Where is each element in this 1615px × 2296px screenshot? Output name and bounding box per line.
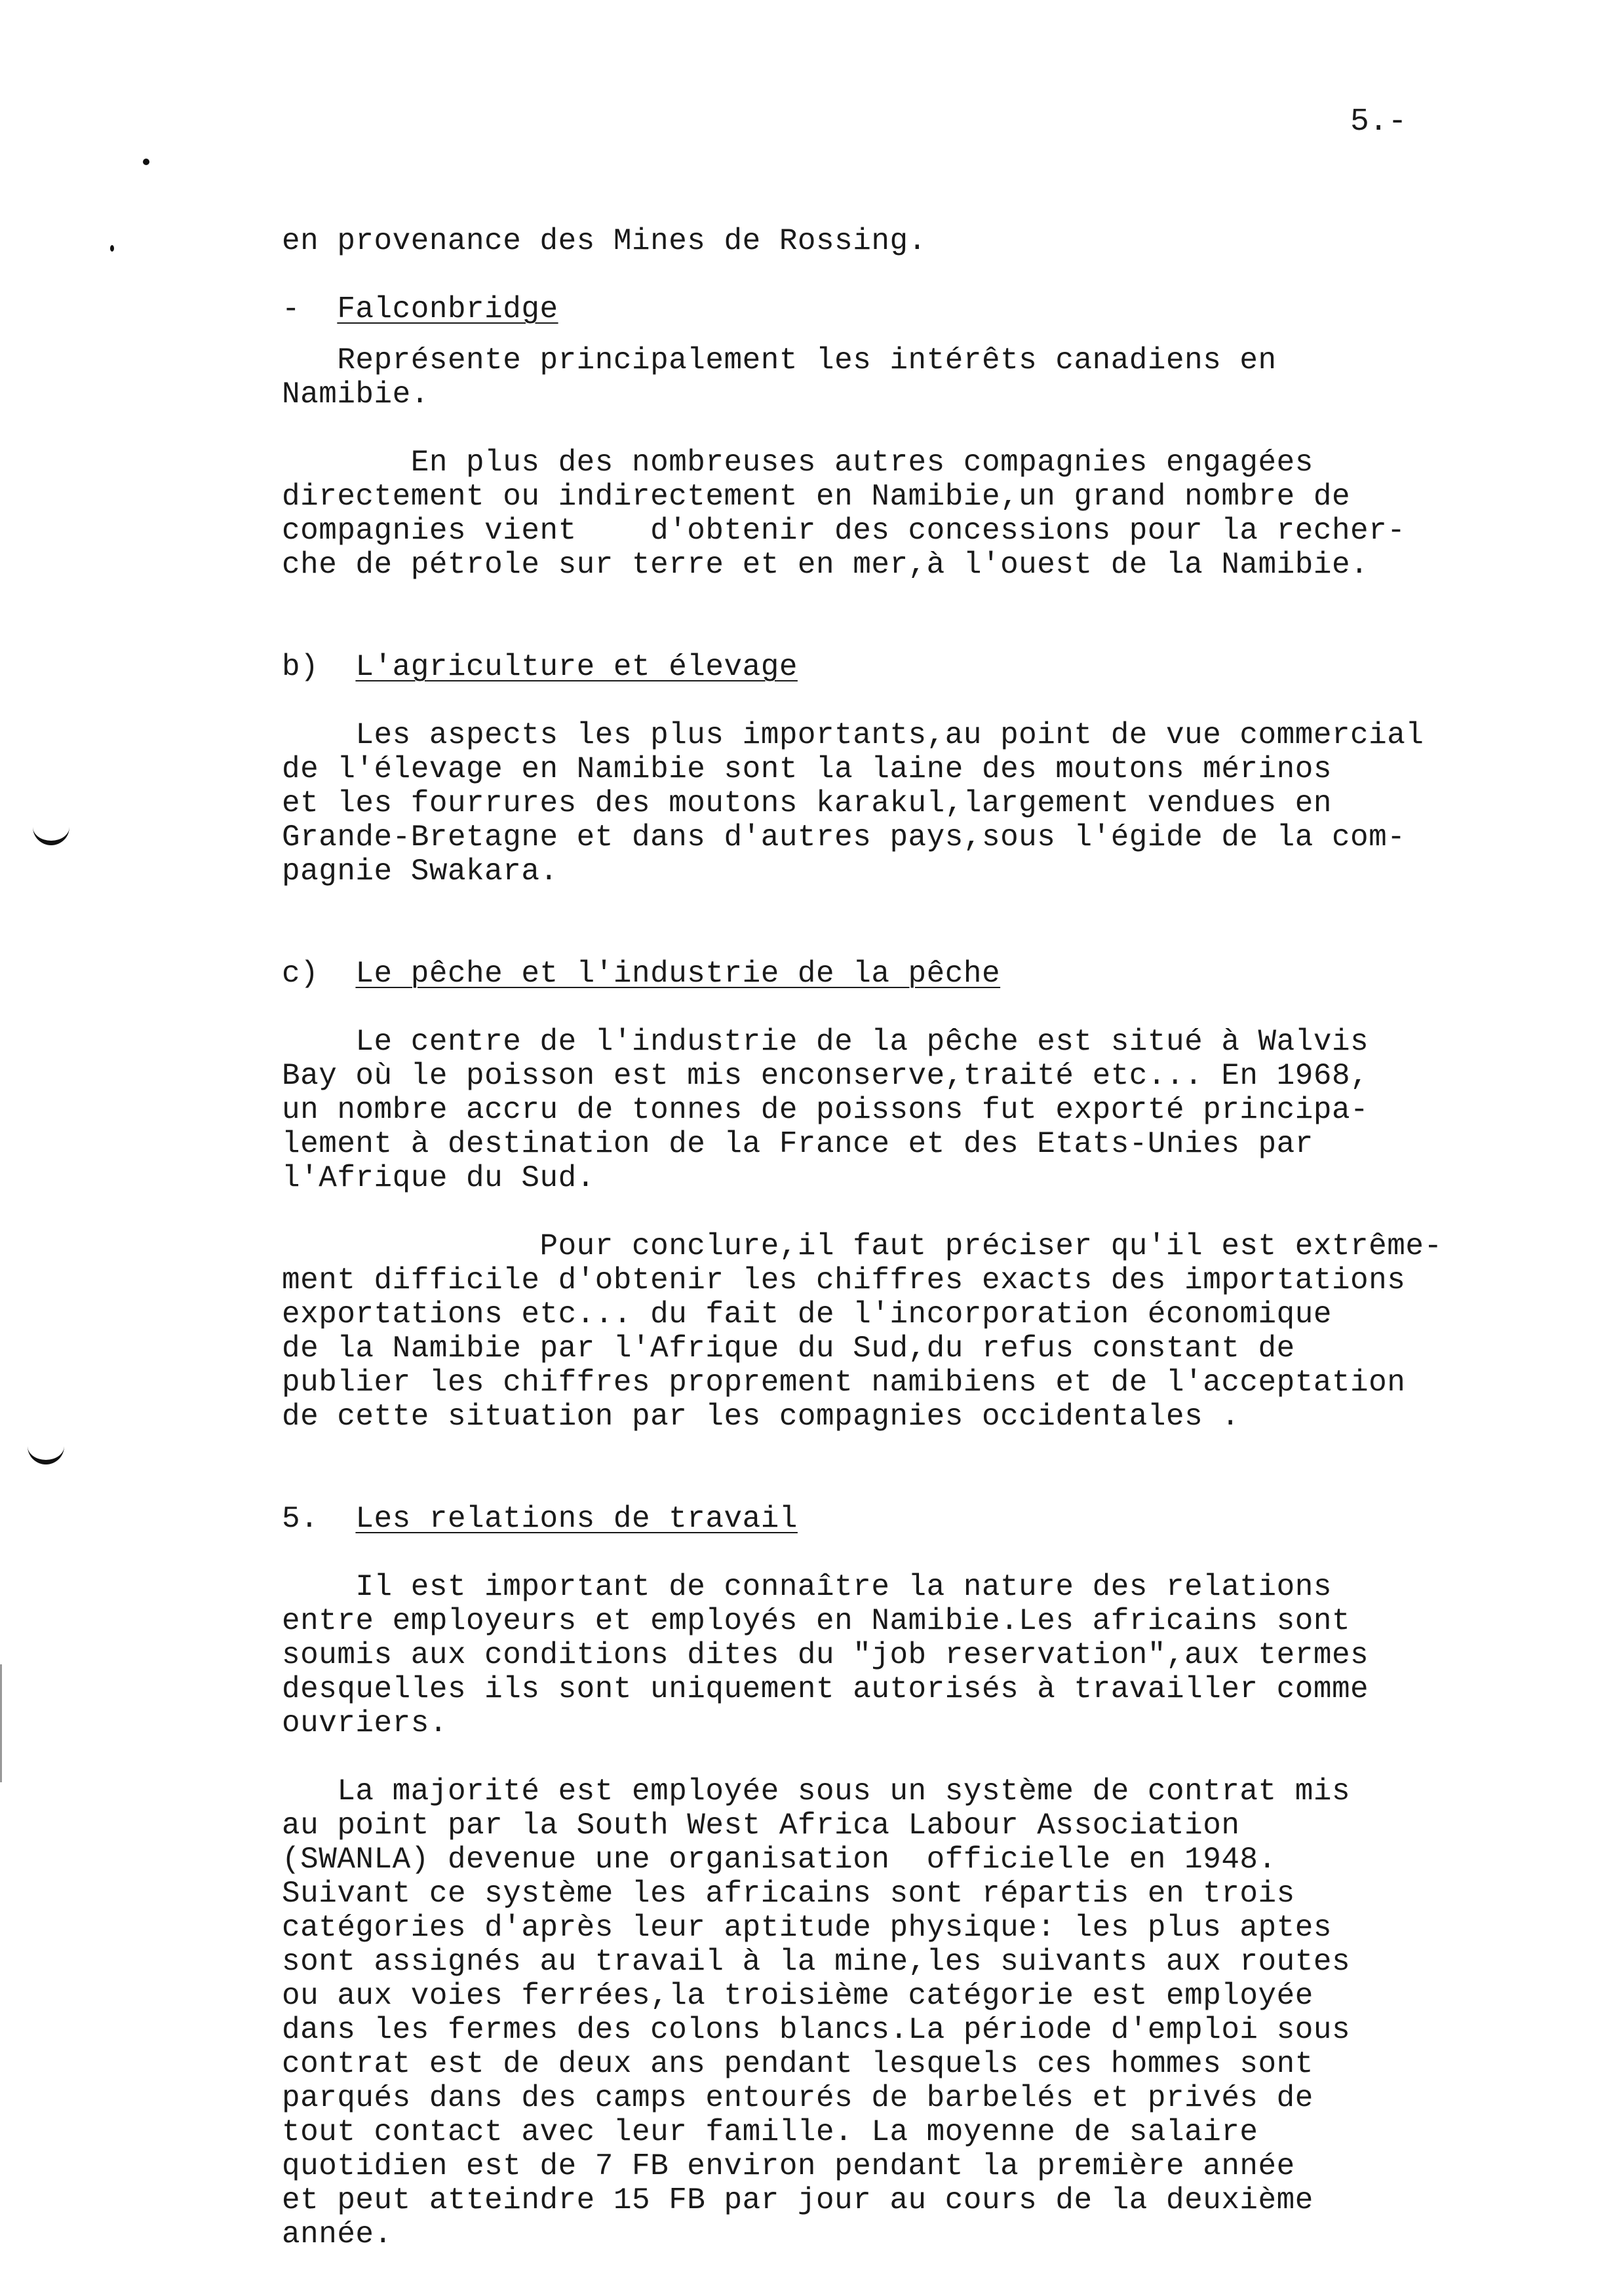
text-line: che de pétrole sur terre et en mer,à l'ouest de la Namibie. <box>282 548 1369 582</box>
paragraph-gap <box>282 991 1527 1025</box>
heading-title: Le pêche et l'industrie de la pêche <box>355 957 1001 991</box>
text-line: catégories d'après leur aptitude physique: les plus aptes <box>282 1911 1332 1945</box>
heading-title: Falconbridge <box>337 292 558 326</box>
text-line: Les aspects les plus importants,au point de vue commercial <box>282 718 1424 752</box>
text-line: (SWANLA) devenue une organisation officielle en 1948. <box>282 1843 1277 1877</box>
text-line: lement à destination de la France et des Etats-Unies par <box>282 1127 1313 1161</box>
text-line: de l'élevage en Namibie sont la laine des moutons mérinos <box>282 752 1332 786</box>
heading-marker: c) <box>282 957 356 991</box>
section-heading <box>282 957 1527 991</box>
text-line: Suivant ce système les africains sont répartis en trois <box>282 1877 1295 1911</box>
heading-title: Les relations de travail <box>355 1502 798 1536</box>
text-line: et les fourrures des moutons karakul,largement vendues en <box>282 786 1332 820</box>
text-line: l'Afrique du Sud. <box>282 1161 595 1195</box>
text-line: pagnie Swakara. <box>282 854 558 889</box>
text-line: ment difficile d'obtenir les chiffres exacts des importations <box>282 1263 1406 1297</box>
text-line: un nombre accru de tonnes de poissons fut exporté principa- <box>282 1093 1369 1127</box>
section-heading <box>282 650 1527 684</box>
text-line: soumis aux conditions dites du "job reservation",aux termes <box>282 1638 1369 1672</box>
text-line: tout contact avec leur famille. La moyenne de salaire <box>282 2115 1258 2149</box>
page-edge-line <box>0 1664 2 1782</box>
text-line: Namibie. <box>282 377 429 411</box>
paragraph-gap <box>282 1740 1527 1774</box>
text-line: Le centre de l'industrie de la pêche est situé à Walvis <box>282 1025 1369 1059</box>
paragraph-gap <box>282 889 1527 957</box>
text-line: La majorité est employée sous un système de contrat mis <box>282 1774 1351 1808</box>
text-line: quotidien est de 7 FB environ pendant la première année <box>282 2149 1295 2183</box>
text-line: parqués dans des camps entourés de barbelés et privés de <box>282 2081 1313 2115</box>
text-line: ouvriers. <box>282 1706 448 1740</box>
text-line: publier les chiffres proprement namibiens et de l'acceptation <box>282 1366 1406 1400</box>
text-line: et peut atteindre 15 FB par jour au cours de la deuxième <box>282 2183 1313 2217</box>
punch-dot <box>143 159 149 165</box>
heading-marker: - <box>282 292 338 326</box>
text-line: année. <box>282 2217 393 2251</box>
text-line: de la Namibie par l'Afrique du Sud,du refus constant de <box>282 1331 1295 1366</box>
page-number: 5.- <box>1350 104 1407 140</box>
paragraph-gap <box>282 1536 1527 1570</box>
text-line: entre employeurs et employés en Namibie.Les africains sont <box>282 1604 1351 1638</box>
text-line: en provenance des Mines de Rossing. <box>282 224 927 258</box>
text-line: ou aux voies ferrées,la troisième catégorie est employée <box>282 1979 1313 2013</box>
paragraph-gap <box>282 1195 1527 1229</box>
text-line: dans les fermes des colons blancs.La période d'emploi sous <box>282 2013 1351 2047</box>
heading-marker: b) <box>282 650 356 684</box>
paragraph-gap <box>282 684 1527 718</box>
binder-hole-mark <box>28 1442 64 1464</box>
paragraph-gap <box>282 326 1527 343</box>
heading-marker: 5. <box>282 1502 356 1536</box>
paragraph-gap <box>282 582 1527 650</box>
text-line: En plus des nombreuses autres compagnies engagées <box>282 446 1313 480</box>
text-line: Il est important de connaître la nature des relations <box>282 1570 1332 1604</box>
text-line: Grande-Bretagne et dans d'autres pays,sous l'égide de la com- <box>282 820 1406 854</box>
text-line: de cette situation par les compagnies occidentales . <box>282 1400 1240 1434</box>
paragraph-gap <box>282 258 1527 292</box>
paragraph-gap <box>282 1434 1527 1502</box>
text-line: Bay où le poisson est mis enconserve,traité etc... En 1968, <box>282 1059 1369 1093</box>
section-heading <box>282 292 1527 326</box>
text-line: exportations etc... du fait de l'incorporation économique <box>282 1297 1332 1331</box>
text-line: contrat est de deux ans pendant lesquels ces hommes sont <box>282 2047 1313 2081</box>
punch-dot <box>110 245 114 252</box>
text-line: desquelles ils sont uniquement autorisés à travailler comme <box>282 1672 1369 1706</box>
text-line: sont assignés au travail à la mine,les suivants aux routes <box>282 1945 1351 1979</box>
binder-hole-mark <box>33 822 69 845</box>
heading-title: L'agriculture et élevage <box>355 650 798 684</box>
text-line: directement ou indirectement en Namibie,un grand nombre de <box>282 480 1351 514</box>
text-line: au point par la South West Africa Labour Association <box>282 1808 1240 1843</box>
text-line: compagnies vient d'obtenir des concessions pour la recher- <box>282 514 1406 548</box>
document-body <box>282 224 1527 2251</box>
text-line: Pour conclure,il faut préciser qu'il est extrême- <box>282 1229 1443 1263</box>
text-line: Représente principalement les intérêts canadiens en <box>282 343 1277 377</box>
section-heading <box>282 1502 1527 1536</box>
paragraph-gap <box>282 411 1527 446</box>
